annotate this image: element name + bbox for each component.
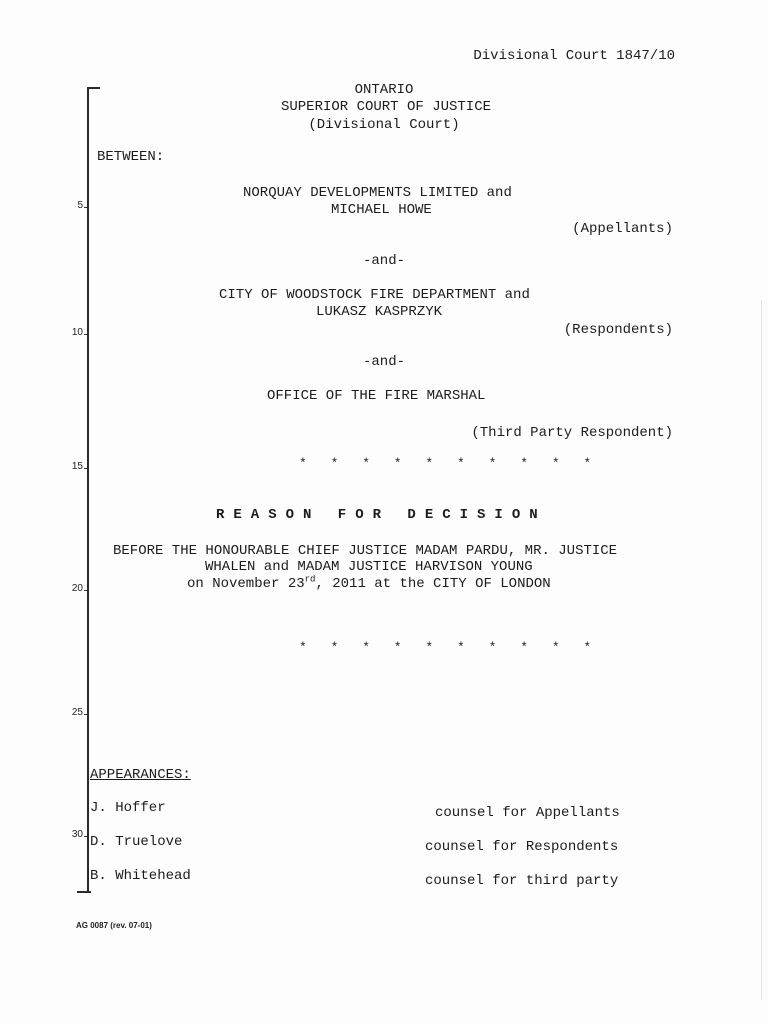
third-party-role: (Third Party Respondent) [471, 425, 673, 441]
margin-bracket-bottom [77, 891, 91, 893]
counsel-name: J. Hoffer [90, 800, 166, 816]
third-party-name: OFFICE OF THE FIRE MARSHAL [267, 388, 486, 404]
line-tick [84, 836, 87, 837]
counsel-name: D. Truelove [90, 834, 183, 850]
counsel-role: counsel for Appellants [435, 805, 620, 821]
panel-line1: BEFORE THE HONOURABLE CHIEF JUSTICE MADAM PARDU, MR. JUSTICE [113, 543, 618, 559]
respondents-role: (Respondents) [563, 322, 673, 338]
court-name: SUPERIOR COURT OF JUSTICE [280, 99, 492, 115]
hearing-date-main: on November 23 [187, 576, 305, 592]
document-title: REASON FOR DECISION [216, 507, 547, 523]
line-number-10: 10 [71, 327, 83, 338]
line-number-15: 15 [71, 461, 83, 472]
appellants-name-line1: NORQUAY DEVELOPMENTS LIMITED and [243, 185, 512, 201]
panel-line2: WHALEN and MADAM JUSTICE HARVISON YOUNG [205, 559, 533, 575]
court-division: (Divisional Court) [308, 117, 460, 133]
hearing-location: , 2011 at the CITY OF LONDON [315, 576, 551, 592]
appearances-heading: APPEARANCES: [90, 767, 191, 783]
counsel-name: B. Whitehead [90, 868, 191, 884]
line-tick [84, 468, 87, 469]
and-separator: -and- [363, 253, 406, 269]
and-separator: -and- [363, 354, 406, 370]
appellants-name-line2: MICHAEL HOWE [331, 202, 432, 218]
margin-bracket [87, 88, 89, 892]
date-ordinal: rd [304, 574, 316, 585]
asterisk-separator: * * * * * * * * * * [299, 456, 600, 471]
line-tick [84, 207, 87, 208]
respondents-name-line1: CITY OF WOODSTOCK FIRE DEPARTMENT and [219, 287, 530, 303]
form-code: AG 0087 (rev. 07-01) [76, 921, 152, 930]
line-number-20: 20 [71, 583, 83, 594]
hearing-date [187, 576, 551, 592]
line-number-25: 25 [71, 707, 83, 718]
asterisk-separator: * * * * * * * * * * [299, 640, 600, 655]
line-tick [84, 590, 87, 591]
respondents-name-line2: LUKASZ KASPRZYK [316, 304, 443, 320]
between-label: BETWEEN: [97, 149, 165, 165]
court-file-number: Divisional Court 1847/10 [473, 48, 675, 64]
counsel-role: counsel for third party [425, 873, 619, 889]
scan-edge-line [761, 300, 762, 1000]
court-jurisdiction: ONTARIO [354, 82, 414, 98]
counsel-role: counsel for Respondents [425, 839, 619, 855]
appellants-role: (Appellants) [572, 221, 673, 237]
line-number-30: 30 [71, 829, 83, 840]
line-tick [84, 334, 87, 335]
line-tick [84, 714, 87, 715]
line-number-5: 5 [77, 200, 83, 211]
